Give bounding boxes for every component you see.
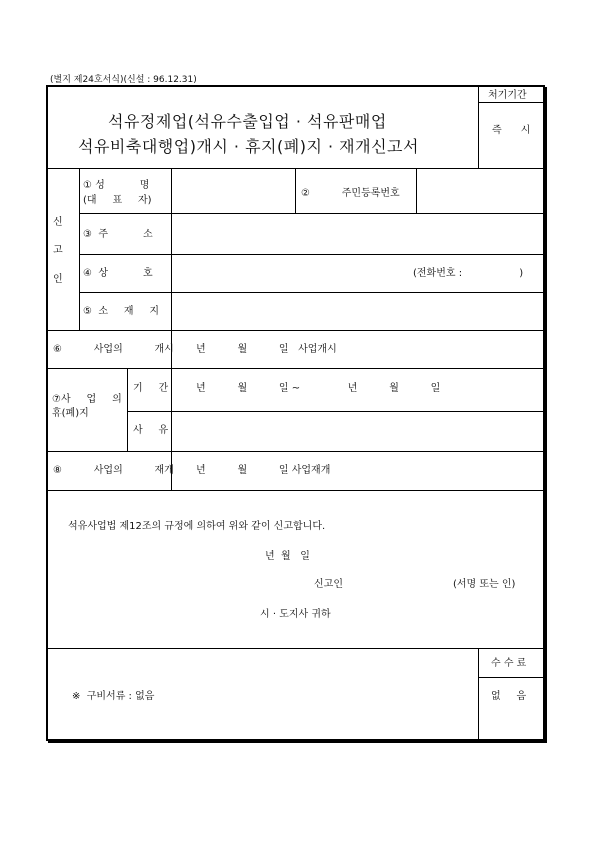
rule-fee-label xyxy=(478,677,545,678)
processing-period-value: 즉 시 xyxy=(492,125,531,136)
form-title-line2: 석유비축대행업)개시 · 휴지(폐)지 · 재개신고서 xyxy=(78,137,419,156)
business-start-label: ⑥ 사업의 개시 xyxy=(53,344,174,355)
reason-label: 사 유 xyxy=(133,425,169,436)
phone-number-label: (전화번호 : ) xyxy=(413,268,524,279)
address-field[interactable] xyxy=(172,214,543,253)
fee-label: 수 수 료 xyxy=(491,658,527,669)
suspension-label: ⑦사 업 의 xyxy=(52,394,122,405)
name-field[interactable] xyxy=(172,169,294,212)
rule-processing-left xyxy=(478,85,479,168)
suspension-label-sub: 휴(폐)지 xyxy=(52,408,89,419)
signature-field[interactable]: (서명 또는 인) xyxy=(453,579,516,590)
company-name-label: ④ 상 호 xyxy=(83,268,153,279)
business-resume-label: ⑧ 사업의 재개 xyxy=(53,465,174,476)
fee-value: 없 음 xyxy=(491,691,527,702)
rule-suspend-bottom xyxy=(46,451,545,452)
applicant-group-char-2: 고 xyxy=(53,245,63,256)
rule-declaration-bottom xyxy=(46,648,545,649)
location-label: ⑤ 소 재 지 xyxy=(83,306,160,317)
rule-name-value xyxy=(295,168,296,213)
rule-applicant-bottom xyxy=(46,330,545,331)
rule-suspend-sub xyxy=(127,368,128,451)
recipient-label: 시 · 도지사 귀하 xyxy=(260,609,331,620)
declarant-label: 신고인 xyxy=(314,579,343,590)
business-start-date-field[interactable]: 년 월 일 사업개시 xyxy=(196,344,337,355)
required-documents-note: ※ 구비서류 : 없음 xyxy=(72,691,155,702)
rule-start-bottom xyxy=(46,368,545,369)
resident-number-label: ② 주민등록번호 xyxy=(301,188,400,199)
location-field[interactable] xyxy=(172,293,543,329)
business-resume-date-field[interactable]: 년 월 일 사업재개 xyxy=(196,465,331,476)
rule-resume-bottom xyxy=(46,490,545,491)
resident-number-field[interactable] xyxy=(417,169,543,212)
declaration-statement: 석유사업법 제12조의 규정에 의하여 위와 같이 신고합니다. xyxy=(68,521,326,532)
rule-fee-left xyxy=(478,648,479,741)
declaration-date-field[interactable]: 년 월 일 xyxy=(265,551,310,562)
address-label: ③ 주 소 xyxy=(83,229,153,240)
reason-field[interactable] xyxy=(172,412,543,450)
processing-period-label: 처기기간 xyxy=(488,90,527,101)
form-title-line1: 석유정제업(석유수출입업 · 석유판매업 xyxy=(108,112,387,131)
name-label: ① 성 명 xyxy=(83,180,150,191)
period-label: 기 간 xyxy=(133,383,169,394)
applicant-group-char-1: 신 xyxy=(53,217,63,228)
representative-label: (대 표 자) xyxy=(83,195,152,206)
company-name-field[interactable] xyxy=(172,255,402,291)
applicant-group-char-3: 인 xyxy=(53,274,63,285)
rule-applicant-group xyxy=(79,168,80,330)
period-date-range-field[interactable]: 년 월 일 ~ 년 월 일 xyxy=(196,383,441,394)
rule-processing-label xyxy=(478,102,545,103)
form-number-note: (별지 제24호서식)(신설 : 96.12.31) xyxy=(50,75,197,85)
